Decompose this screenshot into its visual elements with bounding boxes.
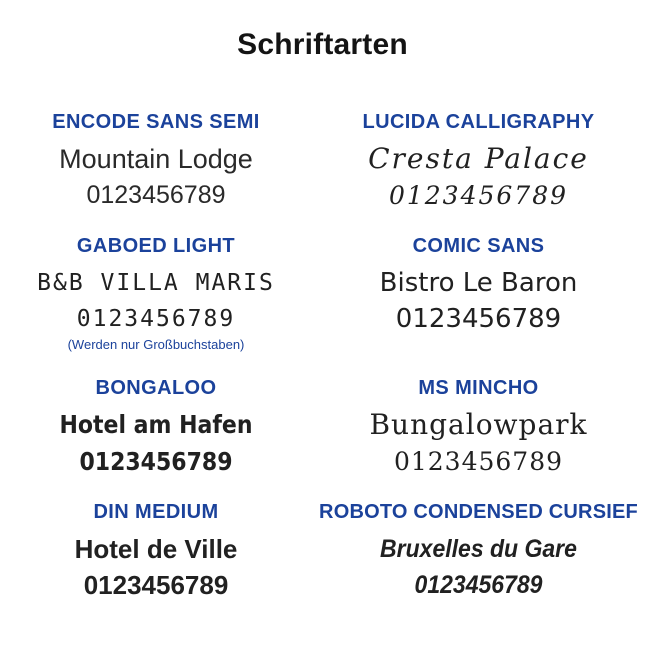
font-block-din-medium — [0, 500, 312, 601]
font-block-lucida-calligraphy — [312, 110, 645, 211]
font-name-label: MS MINCHO — [418, 377, 539, 399]
font-block-comic-sans — [312, 234, 645, 353]
font-block-bongaloo — [0, 376, 312, 477]
font-sample-text: Bistro Le Baron — [379, 268, 578, 298]
font-name-label: ROBOTO CONDENSED CURSIEF — [319, 501, 638, 523]
font-sample-digits: 0123456789 — [76, 306, 236, 332]
font-name-label: ENCODE SANS SEMI — [52, 111, 260, 133]
font-sample-digits: 0123456789 — [393, 447, 564, 476]
font-sample-digits: 0123456789 — [86, 181, 226, 209]
font-name-label: DIN MEDIUM — [93, 501, 219, 523]
font-sample-text: Bruxelles du Gare — [380, 535, 577, 563]
font-uppercase-note: (Werden nur Großbuchstaben) — [67, 337, 245, 352]
font-name-label: LUCIDA CALLIGRAPHY — [362, 111, 595, 133]
font-sample-digits: 0123456789 — [414, 571, 543, 599]
font-block-encode-sans-semi — [0, 110, 312, 211]
font-block-gaboed-light — [0, 234, 312, 353]
font-name-label: GABOED LIGHT — [76, 235, 236, 257]
font-sample-digits: 0123456789 — [83, 570, 229, 600]
font-sample-grid — [0, 110, 645, 601]
font-block-ms-mincho — [312, 376, 645, 477]
font-sample-text: Hotel de Ville — [74, 534, 238, 564]
font-sample-text: B&B VILLA MARIS — [37, 270, 275, 296]
font-sample-digits: 0123456789 — [388, 181, 569, 210]
font-block-roboto-condensed-cursief — [312, 500, 645, 601]
font-sample-text: Cresta Palace — [368, 142, 589, 175]
font-name-label: COMIC SANS — [412, 235, 545, 257]
font-sample-text: Bungalowpark — [369, 408, 588, 441]
font-sample-digits: 0123456789 — [395, 304, 562, 334]
page-title: Schriftarten — [237, 28, 408, 61]
font-sample-text: Mountain Lodge — [59, 144, 253, 174]
font-sample-text: Hotel am Hafen — [59, 410, 253, 439]
font-sample-digits: 0123456789 — [79, 447, 233, 476]
font-name-label: BONGALOO — [95, 377, 217, 399]
